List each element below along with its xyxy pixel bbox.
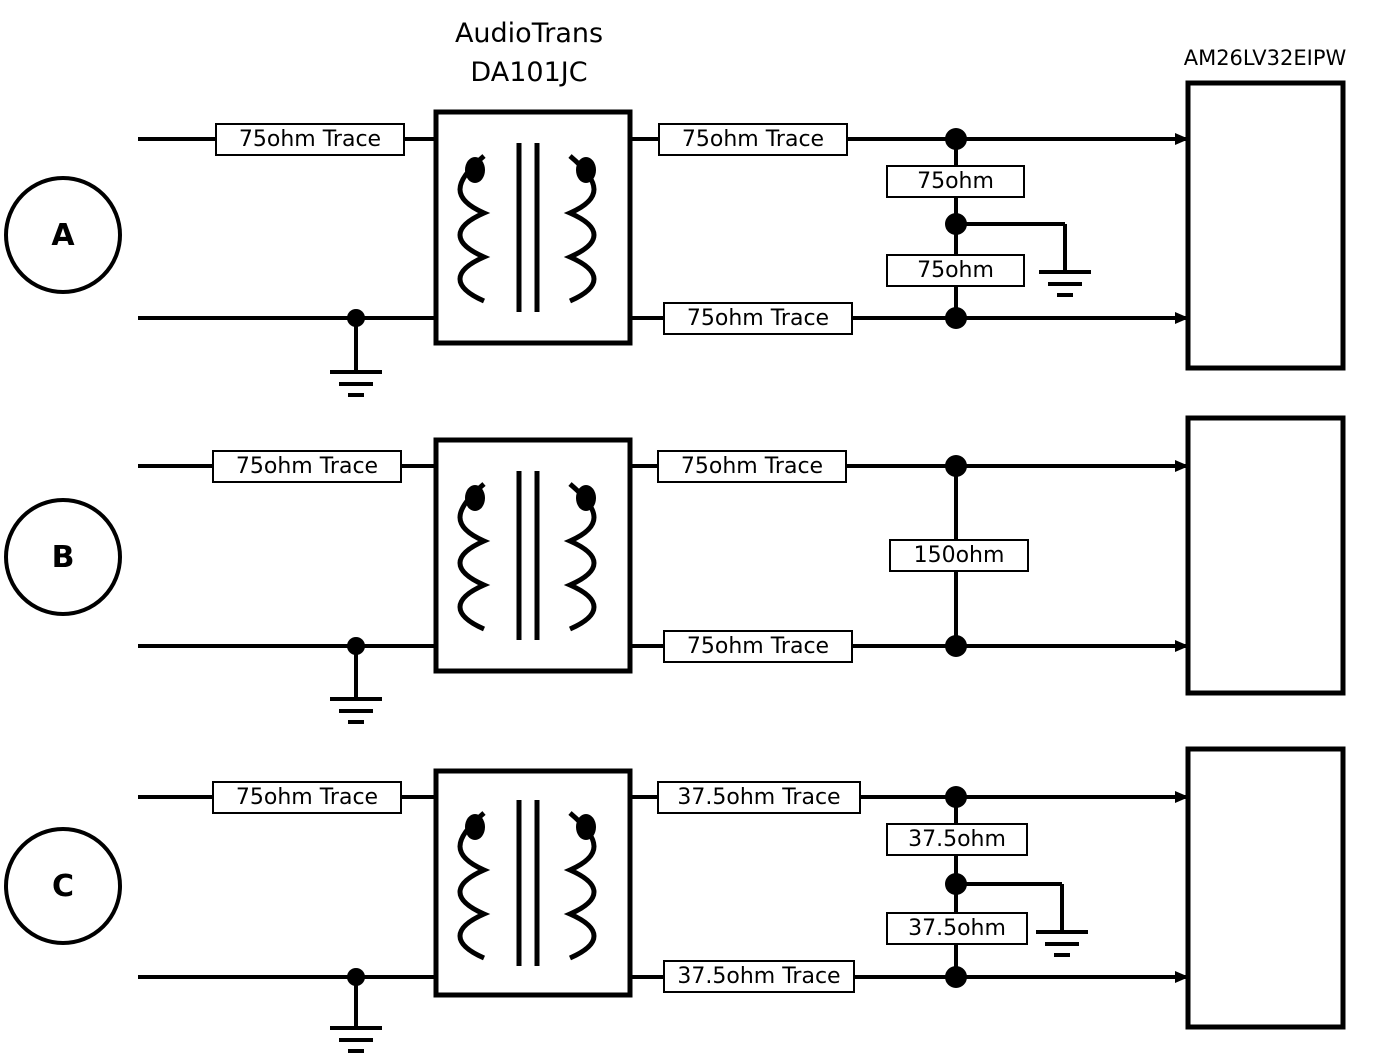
source-label-b: B [51,539,75,575]
row-a-termination-2: 75ohm [886,254,1025,287]
row-b-output-trace-top: 75ohm Trace [657,450,847,483]
transformer-title-line2: DA101JC [470,56,588,88]
row-c-output-trace-top: 37.5ohm Trace [657,781,861,814]
source-label-a: A [51,217,75,253]
receiver-chip-a [1188,83,1343,368]
receiver-chip-c [1188,749,1343,1027]
row-b-input-trace-top: 75ohm Trace [212,450,402,483]
row-c-termination-1: 37.5ohm [886,823,1028,856]
row-c-output-trace-bottom: 37.5ohm Trace [663,960,855,993]
row-a-output-trace-bottom: 75ohm Trace [663,302,853,335]
row-c-termination-2: 37.5ohm [886,912,1028,945]
row-b-termination-1: 150ohm [889,539,1029,572]
row-c-input-trace-top: 75ohm Trace [212,781,402,814]
source-label-c: C [51,868,75,904]
row-b-output-trace-bottom: 75ohm Trace [663,630,853,663]
transformer-title-line1: AudioTrans [454,17,604,49]
receiver-chip-b [1188,418,1343,693]
row-a-input-trace-top: 75ohm Trace [215,123,405,156]
row-a-termination-1: 75ohm [886,165,1025,198]
receiver-chip-title: AM26LV32EIPW [1183,46,1347,70]
row-a-output-trace-top: 75ohm Trace [658,123,848,156]
